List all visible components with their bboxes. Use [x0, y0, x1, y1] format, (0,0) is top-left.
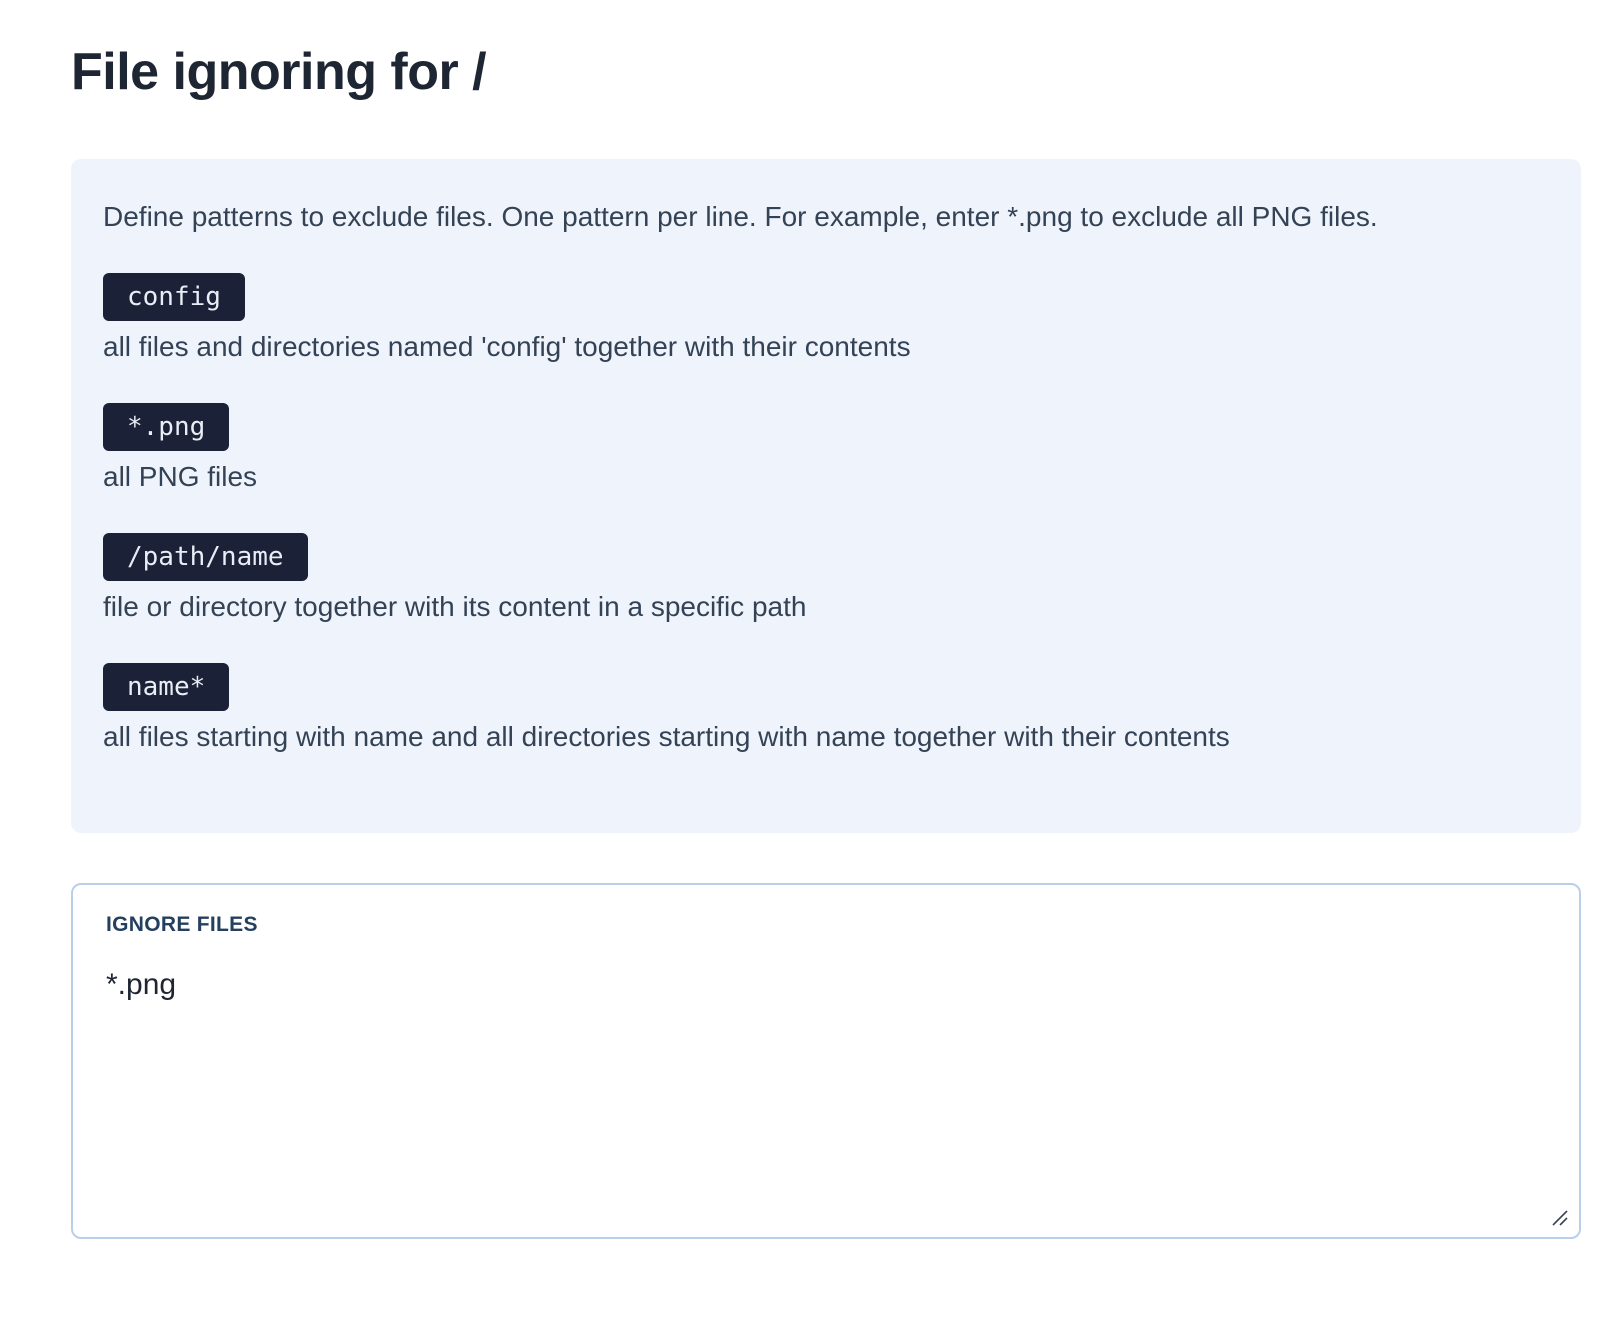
- pattern-description: file or directory together with its content in a specific path: [103, 591, 807, 622]
- pattern-chip: config: [103, 273, 245, 321]
- ignore-files-field: [71, 883, 1581, 1239]
- pattern-example: [103, 273, 1549, 365]
- ignore-files-label: IGNORE FILES: [106, 913, 258, 936]
- pattern-description: all files starting with name and all directories starting with name together with their contents: [103, 721, 1230, 752]
- pattern-example: [103, 663, 1549, 755]
- ignore-files-textarea[interactable]: [106, 965, 1526, 1195]
- pattern-examples-list: [103, 273, 1549, 755]
- help-intro-text: Define patterns to exclude files. One pattern per line. For example, enter *.png to exclude all PNG files.: [103, 201, 1378, 232]
- resize-handle-icon[interactable]: [1549, 1207, 1569, 1227]
- ignore-help-panel: [71, 159, 1581, 833]
- pattern-description: all PNG files: [103, 461, 258, 492]
- pattern-example: [103, 533, 1549, 625]
- pattern-example: [103, 403, 1549, 495]
- pattern-chip: *.png: [103, 403, 229, 451]
- page-title: File ignoring for /: [71, 43, 487, 101]
- pattern-chip: name*: [103, 663, 229, 711]
- pattern-description: all files and directories named 'config' together with their contents: [103, 331, 911, 362]
- pattern-chip: /path/name: [103, 533, 308, 581]
